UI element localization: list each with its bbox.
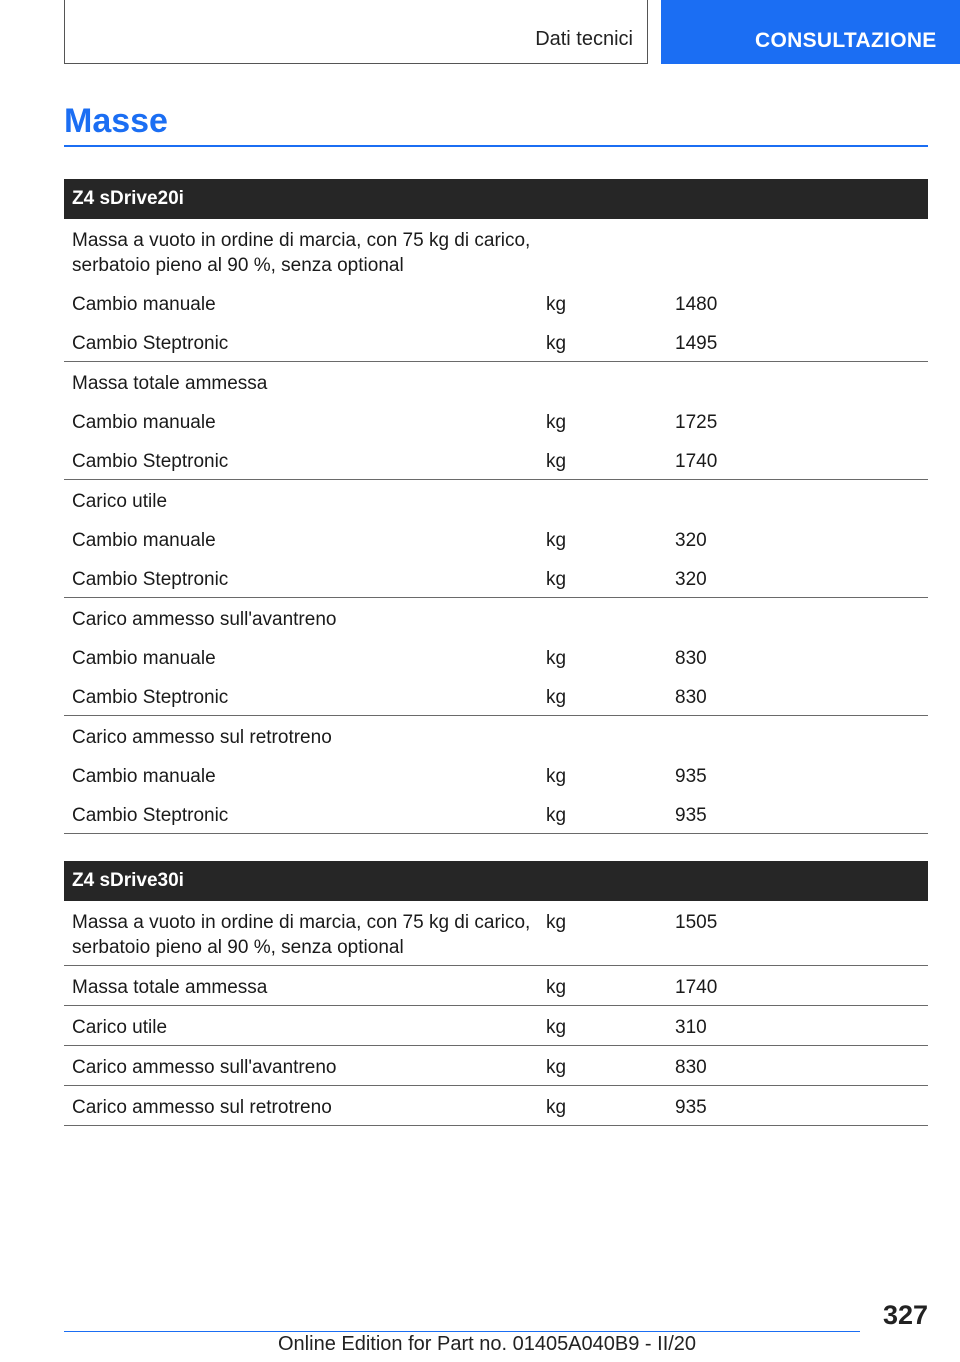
row-unit: kg <box>546 805 567 826</box>
row-unit: kg <box>546 912 567 933</box>
row-value: 830 <box>675 1057 707 1078</box>
table-row <box>64 637 928 676</box>
table-row <box>64 716 928 755</box>
row-label: Cambio manuale <box>72 530 216 551</box>
row-value: 1505 <box>675 912 718 933</box>
table-row <box>64 1046 928 1086</box>
table-row <box>64 966 928 1006</box>
header-section-label: Dati tecnici <box>535 28 633 50</box>
row-unit: kg <box>546 530 567 551</box>
row-value: 320 <box>675 569 707 590</box>
table-row <box>64 794 928 834</box>
row-unit: kg <box>546 1017 567 1038</box>
footer-edition-text: Online Edition for Part no. 01405A040B9 - II/20 <box>278 1333 697 1355</box>
row-label: Carico ammesso sul retrotreno <box>72 1097 332 1118</box>
row-label: Massa totale ammessa <box>72 977 268 998</box>
table-row <box>64 519 928 558</box>
row-value: 935 <box>675 766 707 787</box>
table-row <box>64 676 928 716</box>
row-label: Carico utile <box>72 491 168 512</box>
row-label: Cambio manuale <box>72 766 216 787</box>
table-row <box>64 401 928 440</box>
row-unit: kg <box>546 687 567 708</box>
row-label: Cambio manuale <box>72 412 216 433</box>
row-label: Carico ammesso sul retrotreno <box>72 727 332 748</box>
row-label: Massa totale ammessa <box>72 373 268 394</box>
row-label: Carico utile <box>72 1017 168 1038</box>
row-value: 1495 <box>675 333 718 354</box>
footer-divider <box>64 1331 860 1332</box>
row-label: Carico ammesso sull'avantreno <box>72 1057 337 1078</box>
header-tab-label: CONSULTAZIONE <box>755 29 937 52</box>
row-value: 830 <box>675 687 707 708</box>
row-label: Cambio manuale <box>72 648 216 669</box>
spec-table-sdrive20i <box>64 179 928 834</box>
spec-table-sdrive30i <box>64 861 928 1126</box>
row-value: 320 <box>675 530 707 551</box>
table-row <box>64 440 928 480</box>
table-row <box>64 598 928 637</box>
row-unit: kg <box>546 766 567 787</box>
row-label: Massa a vuoto in ordine di marcia, con 75 kg di carico, serbatoio pieno al 90 %, senza optional <box>72 230 531 276</box>
row-value: 830 <box>675 648 707 669</box>
title-divider <box>64 145 928 147</box>
row-value: 1480 <box>675 294 718 315</box>
row-value: 310 <box>675 1017 707 1038</box>
table-row <box>64 283 928 322</box>
row-unit: kg <box>546 977 567 998</box>
table-row <box>64 1006 928 1046</box>
row-label: Cambio Steptronic <box>72 687 229 708</box>
row-unit: kg <box>546 412 567 433</box>
row-value: 1740 <box>675 451 718 472</box>
row-unit: kg <box>546 1097 567 1118</box>
header-tab-consultazione[interactable] <box>661 0 960 64</box>
row-label: Cambio Steptronic <box>72 805 229 826</box>
page-number: 327 <box>883 1300 929 1330</box>
row-unit: kg <box>546 648 567 669</box>
row-label: Cambio manuale <box>72 294 216 315</box>
row-unit: kg <box>546 451 567 472</box>
table-row <box>64 480 928 519</box>
row-value: 1740 <box>675 977 718 998</box>
page-title: Masse <box>64 102 168 140</box>
header-section-box <box>64 0 648 64</box>
row-value: 935 <box>675 1097 707 1118</box>
table-row <box>64 558 928 598</box>
row-unit: kg <box>546 1057 567 1078</box>
row-unit: kg <box>546 569 567 590</box>
row-label: Cambio Steptronic <box>72 333 229 354</box>
table-row <box>64 755 928 794</box>
row-unit: kg <box>546 333 567 354</box>
table-row <box>64 219 928 283</box>
row-value: 1725 <box>675 412 718 433</box>
table-header: Z4 sDrive20i <box>64 179 928 219</box>
table-header: Z4 sDrive30i <box>64 861 928 901</box>
row-label: Cambio Steptronic <box>72 451 229 472</box>
row-label: Massa a vuoto in ordine di marcia, con 75 kg di carico, serbatoio pieno al 90 %, senza optional <box>72 912 531 958</box>
table-row <box>64 362 928 401</box>
table-row <box>64 322 928 362</box>
row-label: Cambio Steptronic <box>72 569 229 590</box>
row-label: Carico ammesso sull'avantreno <box>72 609 337 630</box>
row-unit: kg <box>546 294 567 315</box>
row-value: 935 <box>675 805 707 826</box>
table-row <box>64 1086 928 1126</box>
table-row <box>64 901 928 966</box>
